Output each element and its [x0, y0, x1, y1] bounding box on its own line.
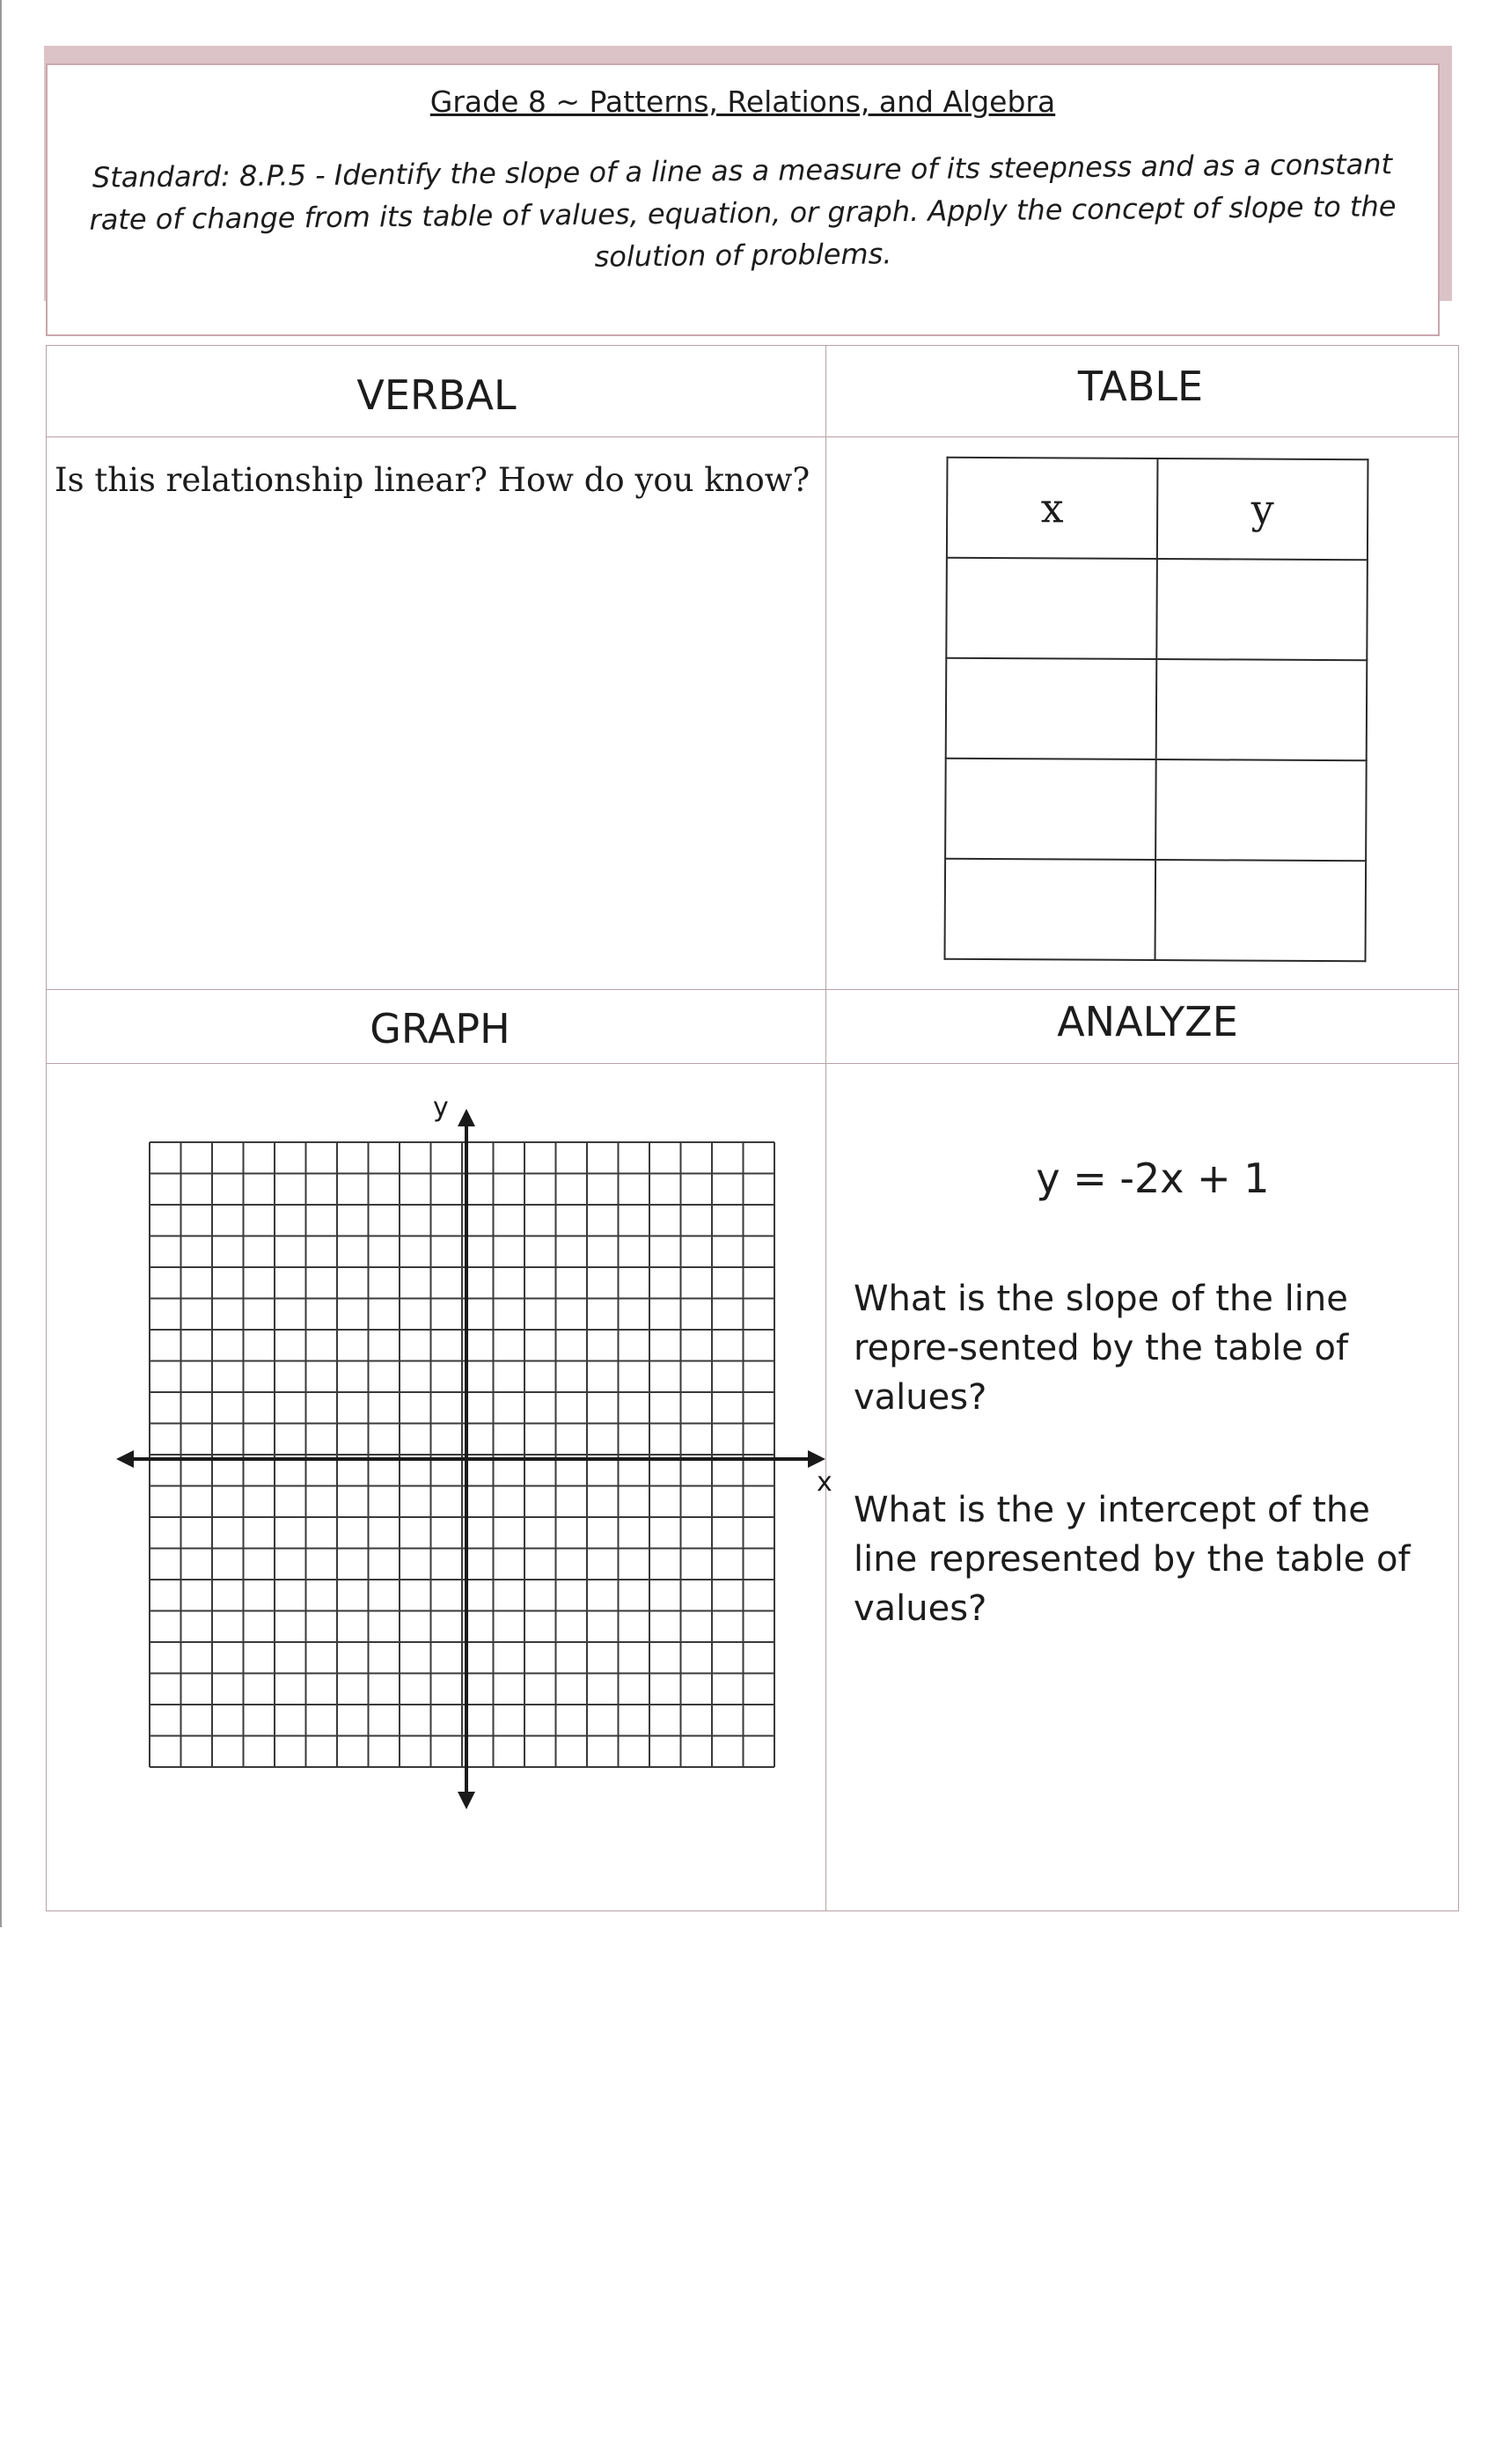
- table-row: [945, 859, 1367, 962]
- table-cell[interactable]: [1156, 559, 1368, 660]
- slope-question: What is the slope of the line repre-sented by the table of values?: [854, 1279, 1349, 1418]
- verbal-title: VERBAL: [356, 371, 517, 419]
- table-header-x: x: [947, 458, 1158, 559]
- table-cell[interactable]: [946, 658, 1157, 759]
- table-cell[interactable]: [1156, 659, 1368, 760]
- y-axis-up-arrow-icon: [458, 1109, 475, 1126]
- header-box: [46, 63, 1440, 336]
- worksheet-title: Grade 8 ~ Patterns, Relations, and Algebra: [429, 84, 1056, 119]
- grid-lines: [150, 1142, 774, 1767]
- table-cell[interactable]: [945, 859, 1156, 960]
- table-header-y: y: [1157, 458, 1368, 560]
- table-row: [945, 759, 1367, 862]
- analyze-title: ANALYZE: [1057, 998, 1238, 1045]
- equation: y = -2x + 1: [1036, 1155, 1270, 1202]
- standard-text: Standard: 8.P.5 - Identify the slope of a line as a measure of its steepness and as a constant rate of change from its table of values, equation, or graph. Apply the concept of slope to the solution of problems.: [89, 147, 1397, 274]
- graph-title: GRAPH: [370, 1005, 510, 1052]
- x-axis-label: x: [817, 1467, 832, 1498]
- intercept-question: What is the y intercept of the line represented by the table of values?: [854, 1490, 1411, 1629]
- page-edge: [0, 0, 2, 1927]
- table-title: TABLE: [1077, 363, 1204, 410]
- x-axis-left-arrow-icon: [116, 1450, 134, 1468]
- xy-table: [944, 457, 1369, 963]
- verbal-question: Is this relationship linear? How do you know?: [55, 461, 810, 499]
- table-row: [946, 658, 1368, 761]
- table-cell[interactable]: [1155, 860, 1366, 961]
- table-row: [946, 558, 1368, 661]
- y-axis-label: y: [433, 1092, 449, 1123]
- table-cell[interactable]: [1155, 759, 1367, 861]
- table-cell[interactable]: [945, 759, 1156, 860]
- x-axis-right-arrow-icon: [808, 1450, 825, 1468]
- table-cell[interactable]: [946, 558, 1157, 659]
- y-axis-down-arrow-icon: [458, 1792, 475, 1809]
- table-header-row: [947, 458, 1368, 561]
- coordinate-plane[interactable]: [106, 1089, 845, 1829]
